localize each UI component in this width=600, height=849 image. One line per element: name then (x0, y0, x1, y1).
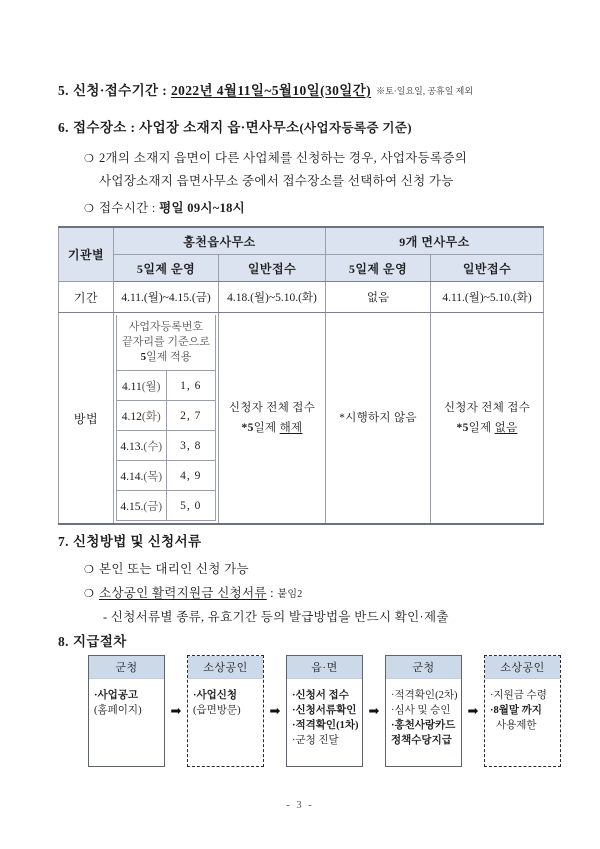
subline-text: - 신청서류별 종류, 유효기간 등의 발급방법을 반드시 확인·제출 (103, 610, 449, 624)
flow-step-4 (385, 655, 462, 767)
rotation-day-text: (화) (141, 410, 161, 423)
bullet-circle-icon: ❍ (84, 564, 95, 576)
row-label-method: 방법 (59, 313, 114, 525)
rotation-caption-line2: 끝자리를 기준으로 (122, 336, 210, 348)
rotation-digits-2: 3, 8 (166, 431, 216, 461)
flow-step-5-line-2: 사용제한 (496, 720, 537, 731)
rotation-day-text: (목) (143, 470, 163, 483)
bullet-text: 2개의 소재지 읍면이 다른 사업체를 신청하는 경우, 사업자등록증의 (99, 151, 468, 165)
bullet-circle-icon: ❍ (84, 588, 95, 600)
method-myeon-general-line2-bold: *5 (456, 422, 469, 434)
section-6-title: 접수장소 : 사업장 소재지 읍·면사무소 (72, 120, 300, 135)
flow-step-2 (187, 655, 264, 767)
method-hongcheon-general-line2-underline: 해제 (279, 422, 303, 434)
section-7-title: 신청방법 및 신청서류 (72, 534, 202, 549)
period-hongcheon-general: 4.18.(월)~5.10.(화) (219, 282, 326, 313)
section-8-heading (58, 630, 127, 650)
flow-arrow-icon-3: ➡ (368, 703, 380, 719)
bullet-circle-icon: ❍ (84, 203, 95, 215)
flow-step-1-line-1: (홈페이지) (94, 705, 142, 716)
flow-step-3-line-3: ·군청 진달 (292, 735, 339, 746)
section-6-bullet-1-line2 (99, 171, 454, 189)
flow-step-3-line-0: ·신청서 접수 (292, 690, 349, 701)
flow-arrow-icon-2: ➡ (269, 703, 281, 719)
rotation-row (117, 401, 216, 431)
page-number: - 3 - (286, 800, 314, 811)
flow-step-3-header: 읍·면 (287, 656, 362, 679)
table-sub-header-row (59, 255, 544, 282)
section-5-title: 신청·접수기간 : (72, 83, 171, 98)
flow-arrow-icon-4: ➡ (467, 703, 479, 719)
flow-step-1-header: 군청 (89, 656, 164, 679)
period-myeon-general: 4.11.(월)~5.10.(화) (431, 282, 544, 313)
flow-step-3-body (287, 679, 362, 766)
section-7-bullet-1 (84, 559, 249, 577)
reception-hours-label: 접수시간 : (99, 201, 160, 215)
method-hongcheon-general-line2-mid: 일제 (253, 422, 280, 434)
flow-step-5-body (485, 679, 560, 766)
section-6-heading (58, 116, 412, 136)
section-7-bullet-2 (84, 583, 303, 601)
section-5-heading (58, 79, 473, 99)
flow-step-1-body (89, 679, 164, 766)
flow-step-3 (286, 655, 363, 767)
reception-hours-value: 평일 09시~18시 (159, 201, 246, 215)
table-subheader-hongcheon-general: 일반접수 (219, 255, 326, 282)
rotation-row (117, 461, 216, 491)
payment-process-flowchart (88, 655, 561, 767)
section-7-heading (58, 530, 201, 550)
method-hongcheon-general-line2-bold: *5 (241, 422, 254, 434)
fiveday-rotation-table (116, 315, 216, 521)
flow-step-4-line-3: 정책수당지급 (391, 735, 452, 746)
method-myeon-general (431, 313, 544, 525)
flow-step-5-header: 소상공인 (485, 656, 560, 679)
flow-step-2-line-1: (읍면방문) (193, 705, 241, 716)
table-row-method (59, 313, 544, 525)
rotation-digits-4: 5, 0 (166, 491, 216, 521)
bullet-text-continued: 사업장소재지 읍면사무소 중에서 접수장소를 선택하여 신청 가능 (99, 174, 454, 188)
flow-step-5-line-0: ·지원금 수령 (490, 690, 547, 701)
section-6-bullet-2 (84, 198, 245, 216)
method-myeon-general-line1: 신청자 전체 접수 (443, 402, 531, 414)
attachment-reference: 붙임2 (277, 589, 303, 600)
reception-schedule-table (58, 226, 543, 525)
method-fiveday-schedule-cell (114, 313, 219, 525)
table-group-header-hongcheon: 홍천읍사무소 (114, 227, 326, 255)
section-7-number: 7. (58, 534, 69, 549)
section-6-suffix: (사업자등록증 기준) (299, 121, 412, 135)
section-6-bullet-1-line1 (84, 148, 467, 166)
rotation-date-3 (117, 461, 167, 491)
application-documents-label: 소상공인 활력지원금 신청서류 (99, 586, 267, 600)
rotation-digits-3: 4, 9 (166, 461, 216, 491)
flow-step-2-line-0: ·사업신청 (193, 690, 238, 701)
rotation-row (117, 431, 216, 461)
rotation-date-4 (117, 491, 167, 521)
period-myeon-fiveday: 없음 (326, 282, 431, 313)
rotation-date-text: 4.12 (121, 410, 142, 423)
section-8-title: 지급절차 (72, 634, 127, 649)
rotation-day-text: (금) (143, 500, 163, 513)
method-hongcheon-general-line1: 신청자 전체 접수 (228, 402, 316, 414)
bullet-circle-icon: ❍ (84, 153, 95, 165)
application-documents-sep: : (266, 586, 278, 600)
flow-step-3-line-1: ·신청서류확인 (292, 705, 357, 716)
method-myeon-general-line2-underline: 없음 (494, 422, 518, 434)
rotation-date-text: 4.14. (120, 470, 144, 483)
rotation-day-text: (월) (141, 380, 161, 393)
flow-step-5 (484, 655, 561, 767)
rotation-caption-line3-rest: 일제 적용 (146, 351, 192, 363)
table-subheader-myeon-general: 일반접수 (431, 255, 544, 282)
flow-step-4-body (386, 679, 461, 766)
rotation-date-2 (117, 431, 167, 461)
table-group-header-row (59, 227, 544, 255)
section-6-number: 6. (58, 120, 69, 135)
flow-step-2-header: 소상공인 (188, 656, 263, 679)
flow-step-5-line-1: ·8월말 까지 (490, 705, 542, 716)
rotation-caption-row (117, 315, 216, 371)
rotation-day-text: (수) (143, 440, 163, 453)
table-corner-label: 기관별 (59, 227, 114, 282)
method-myeon-general-line2-mid: 일제 (468, 422, 495, 434)
flow-step-1 (88, 655, 165, 767)
bullet-text: 본인 또는 대리인 신청 가능 (99, 562, 249, 576)
rotation-caption (117, 315, 216, 371)
rotation-row (117, 371, 216, 401)
section-8-number: 8. (58, 634, 69, 649)
rotation-date-text: 4.13. (120, 440, 144, 453)
flow-step-4-line-0: ·적격확인(2차) (391, 690, 458, 701)
row-label-period: 기간 (59, 282, 114, 313)
table-row-period (59, 282, 544, 313)
section-5-value: 2022년 4월11일~5월10일(30일간) (170, 83, 372, 98)
rotation-date-text: 4.15. (120, 500, 144, 513)
method-hongcheon-general (219, 313, 326, 525)
rotation-date-1 (117, 401, 167, 431)
rotation-date-text: 4.11 (122, 380, 142, 393)
rotation-digits-0: 1, 6 (166, 371, 216, 401)
rotation-digits-1: 2, 7 (166, 401, 216, 431)
flow-step-4-header: 군청 (386, 656, 461, 679)
schedule-grid (58, 226, 544, 525)
table-subheader-hongcheon-fiveday: 5일제 운영 (114, 255, 219, 282)
flow-step-1-line-0: ·사업공고 (94, 690, 139, 701)
rotation-date-0 (117, 371, 167, 401)
period-hongcheon-fiveday: 4.11.(월)~4.15.(금) (114, 282, 219, 313)
flow-step-4-line-1: ·심사 및 승인 (391, 705, 451, 716)
flow-step-3-line-2: ·적격확인(1차) (292, 720, 359, 731)
method-myeon-fiveday: *시행하지 않음 (326, 313, 431, 525)
table-subheader-myeon-fiveday: 5일제 운영 (326, 255, 431, 282)
rotation-caption-line3-bold: 5 (140, 351, 147, 363)
flow-step-2-body (188, 679, 263, 766)
rotation-row (117, 491, 216, 521)
section-5-note: ※토·일요일, 공휴일 제외 (376, 86, 474, 96)
table-group-header-myeon: 9개 면사무소 (326, 227, 544, 255)
section-7-subline (103, 607, 449, 625)
section-5-number: 5. (58, 83, 69, 98)
flow-step-4-line-2: ·홍천사랑카드 (391, 720, 456, 731)
rotation-caption-line1: 사업자등록번호 (128, 321, 204, 333)
flow-arrow-icon-1: ➡ (170, 703, 182, 719)
